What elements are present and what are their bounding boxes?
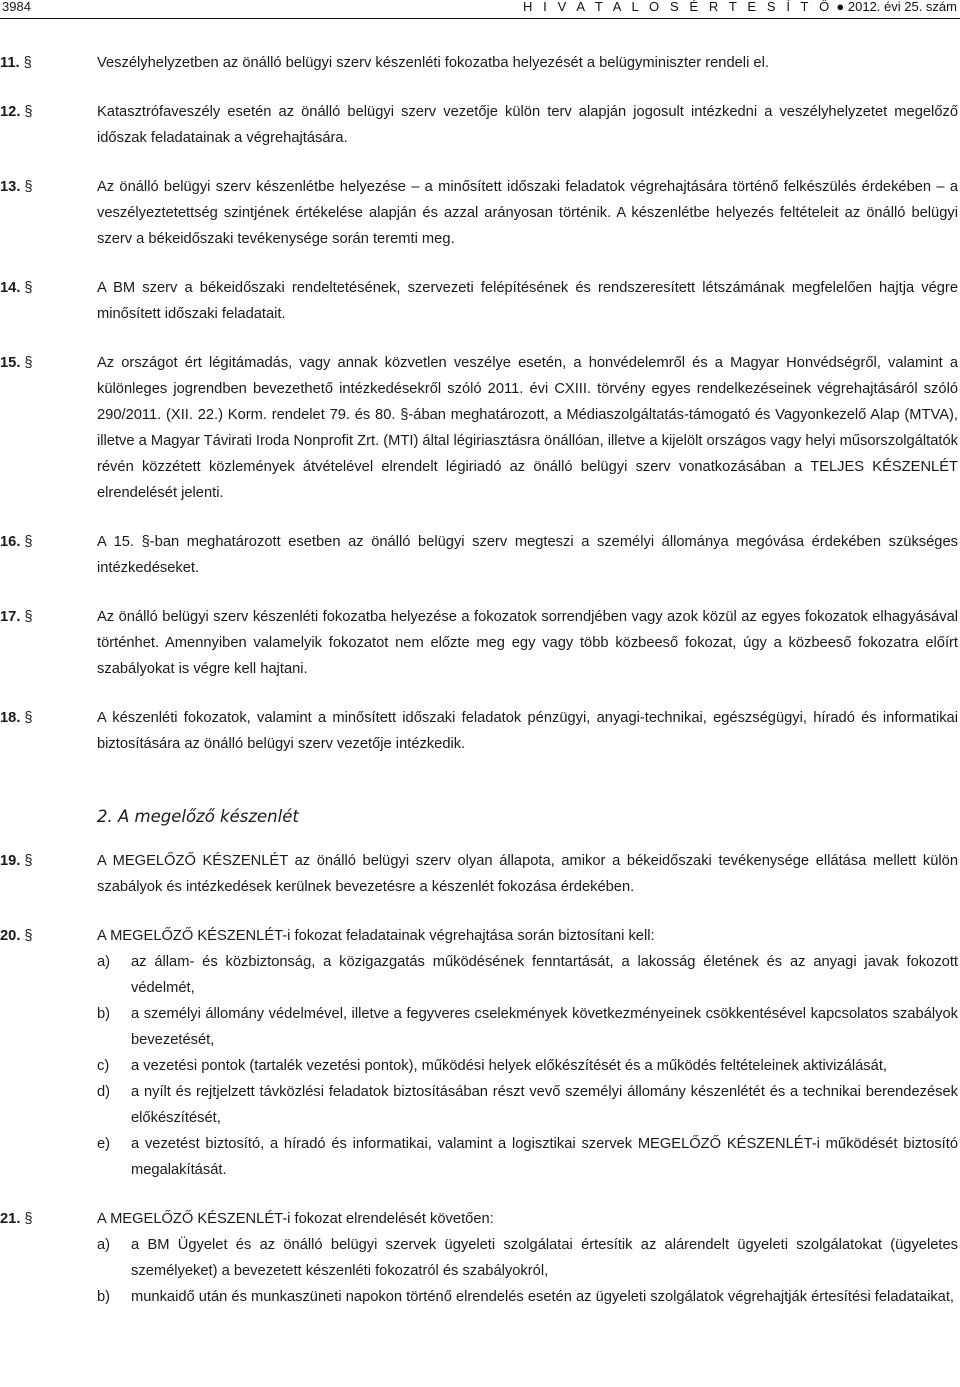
section-text: A 15. §-ban meghatározott esetben az önálló belügyi szerv megteszi a személyi állománya megóvása érdekében szükséges intézkedéseket. bbox=[97, 534, 958, 576]
header-rule bbox=[0, 18, 960, 19]
section-18 bbox=[0, 705, 958, 757]
list-item-text: munkaidő után és munkaszüneti napokon történő elrendelés esetén az ügyeleti szolgálatok végrehajtják értesítési feladataikat, bbox=[131, 1289, 955, 1305]
section-text: A készenléti fokozatok, valamint a minősített időszaki feladatok pénzügyi, anyagi-technikai, egészségügyi, híradó és informatikai biztosítására az önálló belügyi szerv vezetője intézkedik. bbox=[97, 710, 958, 752]
issue-info: 2012. évi 25. szám bbox=[847, 0, 957, 14]
section-16 bbox=[0, 529, 958, 581]
section-number: 11. § bbox=[0, 55, 32, 71]
list-item bbox=[97, 1001, 958, 1053]
list-item bbox=[97, 1131, 958, 1183]
section-number: 21. § bbox=[0, 1211, 33, 1227]
section-number: 14. § bbox=[0, 280, 33, 296]
list-item-text: az állam- és közbiztonság, a közigazgatás működésének fenntartását, a lakosság életének és az anyagi javak fokozott védelmét, bbox=[131, 954, 958, 996]
section-17 bbox=[0, 604, 958, 682]
section-text: Az önálló belügyi szerv készenlétbe helyezése – a minősített időszaki feladatok végrehajtására történő felkészülés érdekében – a veszélyeztetettség szintjének értékelése alapján és azzal arányosan történik. A készenlétbe helyezés feltételeit az önálló belügyi szerv a békeidőszaki tevékenysége során teremti meg. bbox=[97, 179, 958, 247]
list-item-letter: a) bbox=[97, 1237, 111, 1253]
document-body bbox=[0, 50, 958, 1310]
section-12 bbox=[0, 99, 958, 151]
list-item-text: a vezetési pontok (tartalék vezetési pontok), működési helyek előkészítését és a működés feltételeinek aktivizálását, bbox=[131, 1058, 887, 1074]
list-item bbox=[97, 1053, 958, 1079]
list-item bbox=[97, 949, 958, 1001]
section-text: A MEGELŐZŐ KÉSZENLÉT az önálló belügyi szerv olyan állapota, amikor a békeidőszaki tevékenysége ellátása mellett külön szabályok és intézkedések kerülnek bevezetésre a készenlét fokozása érdekében. bbox=[97, 853, 958, 895]
page-header bbox=[0, 0, 960, 18]
section-text: Katasztrófaveszély esetén az önálló belügyi szerv vezetője külön terv alapján jogosult intézkedni a veszélyhelyzetet megelőző időszak feladatainak a végrehajtására. bbox=[97, 104, 958, 146]
section-14 bbox=[0, 275, 958, 327]
section-text: Az önálló belügyi szerv készenléti fokozatba helyezése a fokozatok sorrendjében vagy azok közül az egyes fokozatok elhagyásával történhet. Amennyiben valamelyik fokozatot nem előzte meg egy vagy több közbeeső fokozat, úgy a közbeeső fokozatra előírt szabályokat is végre kell hajtani. bbox=[97, 609, 958, 677]
section-text: Veszélyhelyzetben az önálló belügyi szerv készenléti fokozatba helyezését a belügyminiszter rendeli el. bbox=[97, 55, 769, 71]
list-item-letter: e) bbox=[97, 1136, 111, 1152]
page-number: 3984 bbox=[2, 0, 31, 14]
section-number: 15. § bbox=[0, 355, 33, 371]
chapter-heading: 2. A megelőző készenlét bbox=[97, 807, 299, 826]
publication-info: H I V A T A L O S É R T E S Í T Ő ● 2012. évi 25. szám bbox=[522, 0, 957, 14]
section-text: A MEGELŐZŐ KÉSZENLÉT-i fokozat elrendelését követően: bbox=[97, 1211, 494, 1227]
list-item-letter: d) bbox=[97, 1084, 111, 1100]
list-item-letter: b) bbox=[97, 1289, 111, 1305]
list-item-letter: b) bbox=[97, 1006, 111, 1022]
list-item-text: a BM Ügyelet és az önálló belügyi szervek ügyeleti szolgálatai értesítik az alárendelt ügyeleti szolgálatokat (ügyeletes személyeket) a bevezetett készenléti fokozatról és szabályokról, bbox=[131, 1237, 958, 1279]
section-21 bbox=[0, 1206, 958, 1310]
publication-title: H I V A T A L O S É R T E S Í T Ő bbox=[522, 0, 833, 14]
section-text: A BM szerv a békeidőszaki rendeltetésének, szervezeti felépítésének és rendszeresített létszámának megfelelően hajtja végre minősített időszaki feladatait. bbox=[97, 280, 958, 322]
list-item bbox=[97, 1232, 958, 1284]
list-item-letter: a) bbox=[97, 954, 111, 970]
section-number: 12. § bbox=[0, 104, 33, 120]
section-number: 19. § bbox=[0, 853, 33, 869]
section-11 bbox=[0, 50, 958, 76]
section-13 bbox=[0, 174, 958, 252]
list-item-letter: c) bbox=[97, 1058, 110, 1074]
list-item bbox=[97, 1079, 958, 1131]
list-item bbox=[97, 1284, 958, 1310]
section-text: A MEGELŐZŐ KÉSZENLÉT-i fokozat feladatainak végrehajtása során biztosítani kell: bbox=[97, 928, 655, 944]
list-item-text: a nyílt és rejtjelzett távközlési feladatok biztosításában részt vevő személyi állomány készenlétét és a technikai berendezések előkészítését, bbox=[131, 1084, 958, 1126]
section-text: Az országot ért légitámadás, vagy annak közvetlen veszélye esetén, a honvédelemről és a Magyar Honvédségről, valamint a különleges jogrendben bevezethető intézkedésekről szóló 2011. évi CXIII. törvény egyes rendelkezéseinek végrehajtásáról szóló 290/2011. (XII. 22.) Korm. rendelet 79. és 80. §-ában meghatározott, a Médiaszolgáltatás-támogató és Vagyonkezelő Alap (MTVA), illetve a Magyar Távirati Iroda Nonprofit Zrt. (MTI) által légiriasztásra önállóan, illetve a kijelölt országos vagy helyi műsorszolgáltatók révén közzétett közlemények átvételével elrendelt légiriadó az önálló belügyi szerv vonatkozásában a TELJES KÉSZENLÉT elrendelését jelenti. bbox=[97, 355, 958, 501]
section-number: 16. § bbox=[0, 534, 33, 550]
section-number: 18. § bbox=[0, 710, 33, 726]
section-number: 13. § bbox=[0, 179, 33, 195]
list-item-text: a személyi állomány védelmével, illetve a fegyveres cselekmények következményeinek csökkentésével kapcsolatos szabályok bevezetését, bbox=[131, 1006, 958, 1048]
section-15 bbox=[0, 350, 958, 506]
list-item-text: a vezetést biztosító, a híradó és informatikai, valamint a logisztikai szervek MEGELŐZŐ KÉSZENLÉT-i működését biztosító megalakítását. bbox=[131, 1136, 958, 1178]
section-20 bbox=[0, 923, 958, 1183]
section-number: 17. § bbox=[0, 609, 33, 625]
section-number: 20. § bbox=[0, 928, 33, 944]
section-19 bbox=[0, 848, 958, 900]
